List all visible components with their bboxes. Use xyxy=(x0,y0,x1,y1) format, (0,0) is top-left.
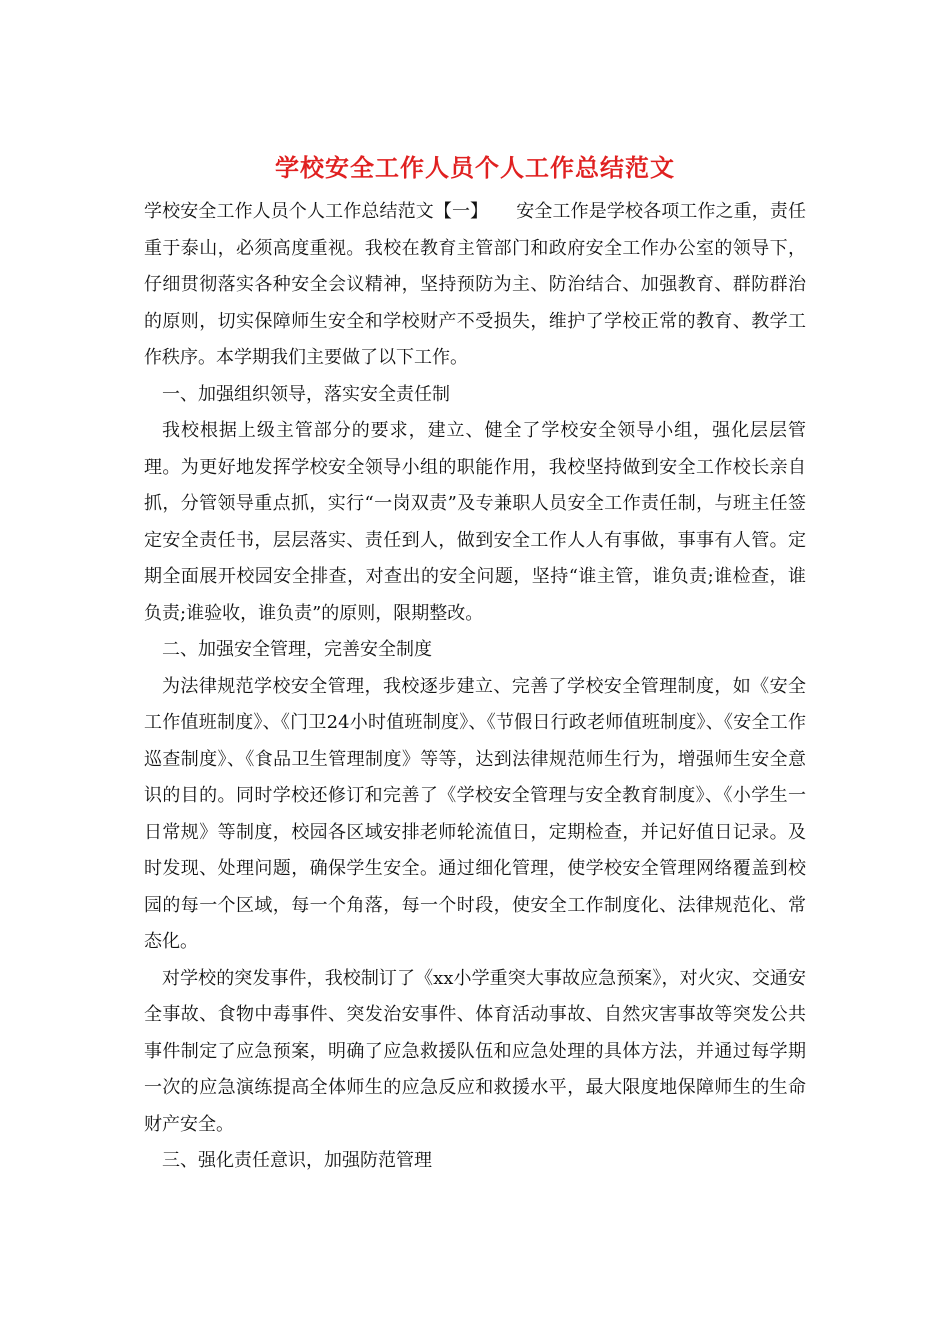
intro-paragraph xyxy=(144,194,806,377)
section1-paragraph-1: 我校根据上级主管部分的要求，建立、健全了学校安全领导小组，强化层层管理。为更好地发挥学校安全领导小组的职能作用，我校坚持做到安全工作校长亲自抓，分管领导重点抓，实行“一岗双责”及专兼职人员安全工作责任制，与班主任签定安全责任书，层层落实、责任到人，做到安全工作人人有事做，事事有人管。定期全面展开校园安全排查，对查出的安全问题，坚持“谁主管，谁负责;谁检查，谁负责;谁验收，谁负责”的原则，限期整改。 xyxy=(144,420,806,624)
section2-heading: 二、加强安全管理，完善安全制度 xyxy=(162,639,432,660)
section2-paragraph-2: 对学校的突发事件，我校制订了《xx小学重突大事故应急预案》，对火灾、交通安全事故、食物中毒事件、突发治安事件、体育活动事故、自然灾害事故等突发公共事件制定了应急预案，明确了应急救援队伍和应急处理的具体方法，并通过每学期一次的应急演练提高全体师生的应急反应和救援水平，最大限度地保障师生的生命财产安全。 xyxy=(144,967,806,1135)
document-title: 学校安全工作人员个人工作总结范文 xyxy=(275,153,675,182)
document-body xyxy=(144,194,806,1180)
section3-heading: 三、强化责任意识，加强防范管理 xyxy=(162,1150,432,1171)
intro-text: 安全工作是学校各项工作之重，责任重于泰山，必须高度重视。我校在教育主管部门和政府安全工作办公室的领导下，仔细贯彻落实各种安全会议精神，坚持预防为主、防治结合、加强教育、群防群治的原则，切实保障师生安全和学校财产不受损失，维护了学校正常的教育、教学工作秩序。本学期我们主要做了以下工作。 xyxy=(144,201,806,368)
intro-label: 学校安全工作人员个人工作总结范文【一】 xyxy=(144,201,489,222)
section2-paragraph-1: 为法律规范学校安全管理，我校逐步建立、完善了学校安全管理制度，如《安全工作值班制度》、《门卫24小时值班制度》、《节假日行政老师值班制度》、《安全工作巡查制度》、《食品卫生管理制度》等等，达到法律规范师生行为，增强师生安全意识的目的。同时学校还修订和完善了《学校安全管理与安全教育制度》、《小学生一日常规》等制度，校园各区域安排老师轮流值日，定期检查，并记好值日记录。及时发现、处理问题，确保学生安全。通过细化管理，使学校安全管理网络覆盖到校园的每一个区域，每一个角落，每一个时段，使安全工作制度化、法律规范化、常态化。 xyxy=(144,675,806,952)
section1-heading: 一、加强组织领导，落实安全责任制 xyxy=(162,383,450,405)
